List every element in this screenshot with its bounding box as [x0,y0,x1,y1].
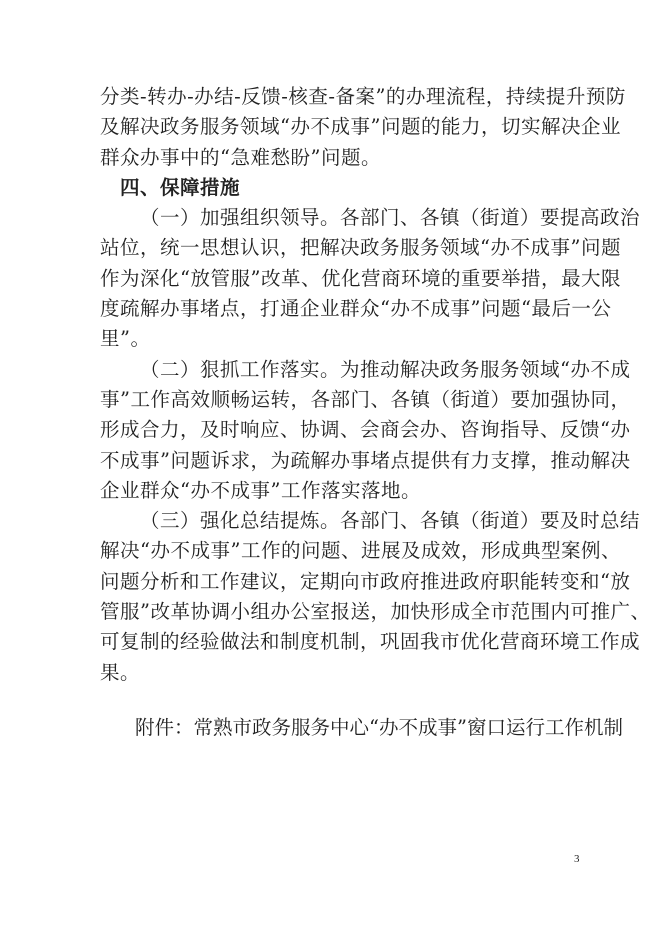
text-line: 果。 [100,660,141,684]
text-line: 不成事”问题诉求，为疏解办事堵点提供有力支撑，推动解决 [100,448,631,472]
text-line: 可复制的经验做法和制度机制，巩固我市优化营商环境工作成 [100,630,641,654]
text-line: 分类-转办-办结-反馈-核查-备案”的办理流程，持续提升预防 [100,85,626,108]
text-line: 站位，统一思想认识，把解决政务服务领域“办不成事”问题 [100,236,621,260]
text-line: （一）加强组织领导。各部门、各镇（街道）要提高政治 [140,206,641,230]
text-line: 事”工作高效顺畅运转，各部门、各镇（街道）要加强协同， [100,387,631,411]
text-line: 作为深化“放管服”改革、优化营商环境的重要举措，最大限 [100,266,621,290]
page-number: 3 [574,853,580,865]
text-line: 问题分析和工作建议，定期向市政府推进政府职能转变和“放 [100,569,631,593]
text-line: 形成合力，及时响应、协调、会商会办、咨询指导、反馈“办 [100,418,631,442]
document-body [100,82,651,688]
text-line: 企业群众“办不成事”工作落实落地。 [100,478,421,502]
text-line: 群众办事中的“急难愁盼”问题。 [100,145,381,169]
text-line: 解决“办不成事”工作的问题、进展及成效，形成典型案例、 [100,539,621,563]
text-line: （二）狠抓工作落实。为推动解决政务服务领域“办不成 [140,357,631,381]
text-line: 里”。 [100,327,151,351]
text-line: （三）强化总结提炼。各部门、各镇（街道）要及时总结 [140,509,641,533]
section-heading: 四、保障措施 [120,175,241,199]
text-line: 度疏解办事堵点，打通企业群众“办不成事”问题“最后一公 [100,297,612,321]
text-line: 及解决政务服务领域“办不成事”问题的能力，切实解决企业 [100,115,621,139]
attachment-note: 附件：常熟市政务服务中心“办不成事”窗口运行工作机制 [135,716,623,739]
text-line: 管服”改革协调小组办公室报送，加快形成全市范围内可推广、 [100,600,651,624]
